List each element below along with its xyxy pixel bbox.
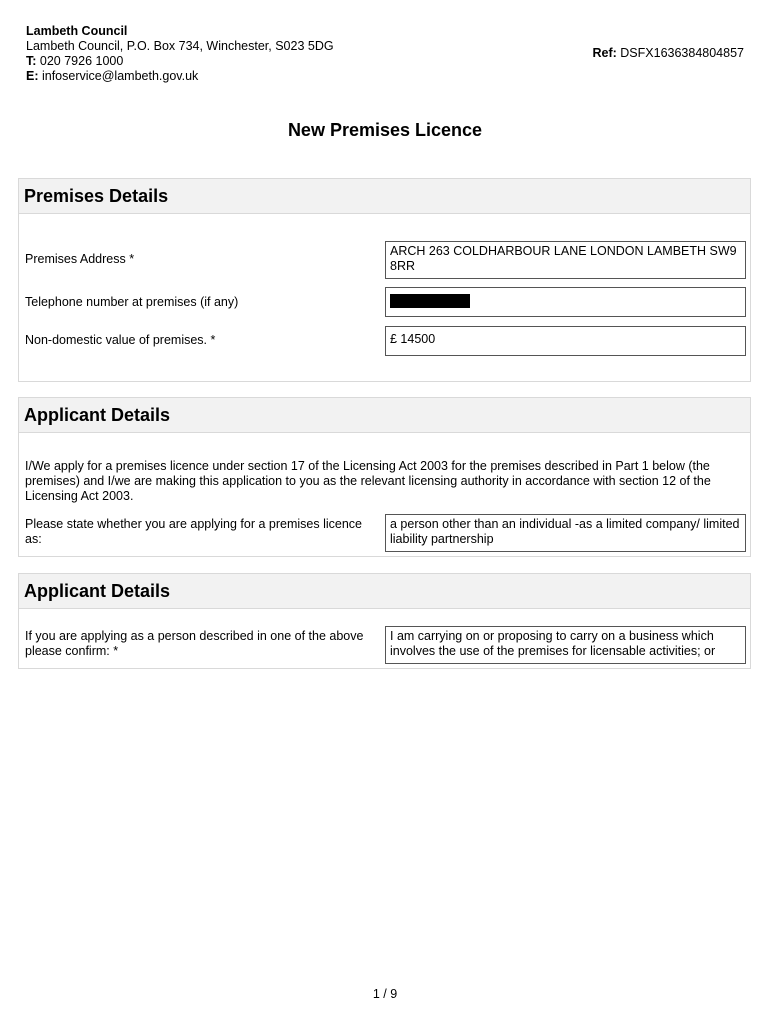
council-name: Lambeth Council [26,24,128,38]
applicant-type-label: Please state whether you are applying for a premises licence as: [25,517,362,546]
section-heading: Applicant Details [19,398,750,433]
section-heading: Applicant Details [19,574,750,609]
applicant-confirm-section [18,573,751,669]
redaction-block [390,294,470,308]
premises-value-field: £ 14500 [385,326,746,356]
council-header [26,24,334,84]
applicant-confirm-field: I am carrying on or proposing to carry on a business which involves the use of the premises for licensable activities; or [385,626,746,664]
applicant-details-section [18,397,751,557]
premises-details-section [18,178,751,382]
premises-phone-field [385,287,746,317]
premises-phone-label: Telephone number at premises (if any) [25,295,239,309]
council-address: Lambeth Council, P.O. Box 734, Winchester, S023 5DG [26,39,334,53]
page-number: 1 / 9 [372,987,398,1001]
premises-address-label: Premises Address * [25,252,135,266]
application-intro: I/We apply for a premises licence under section 17 of the Licensing Act 2003 for the premises described in Part 1 below (the premises) and I/we are making this application to you as the relevant licensing authority in accordance with section 12 of the Licensing Act 2003. [25,459,711,503]
applicant-type-field: a person other than an individual -as a limited company/ limited liability partnership [385,514,746,552]
page-title: New Premises Licence [287,120,483,140]
council-email: E: infoservice@lambeth.gov.uk [26,69,199,83]
council-phone: T: 020 7926 1000 [26,54,124,68]
applicant-confirm-label: If you are applying as a person described in one of the above please confirm: * [25,629,364,658]
premises-value-label: Non-domestic value of premises. * [25,333,216,347]
reference-number: Ref: DSFX1636384804857 [592,46,744,60]
section-heading: Premises Details [19,179,750,214]
premises-address-field: ARCH 263 COLDHARBOUR LANE LONDON LAMBETH SW9 8RR [385,241,746,279]
